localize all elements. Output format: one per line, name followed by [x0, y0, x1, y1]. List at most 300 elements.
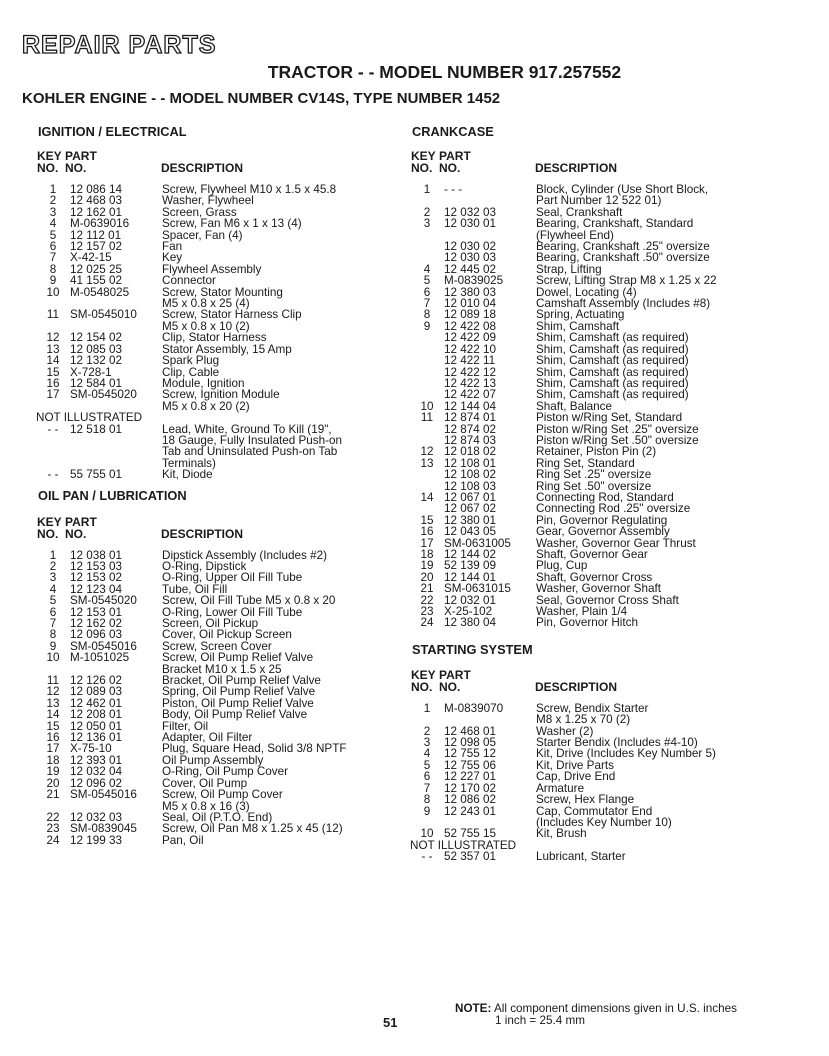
- key-number: 9: [423, 319, 431, 333]
- key-number: 24: [420, 616, 434, 630]
- part-description: Shim, Camshaft (as required): [536, 354, 689, 368]
- part-description: Ring Set .25" oversize: [536, 468, 652, 482]
- part-description: O-Ring, Lower Oil Fill Tube: [162, 605, 303, 619]
- page-header: [0, 0, 829, 106]
- key-number: [416, 424, 438, 435]
- part-description: Armature: [536, 781, 585, 795]
- key-number: 5: [423, 758, 431, 772]
- part-number: 12 126 02: [70, 674, 122, 688]
- part-row: [42, 332, 407, 343]
- key-number: [416, 230, 438, 241]
- parts-list: [42, 550, 407, 847]
- key-number: 10: [46, 651, 60, 665]
- part-description: Screw, Oil Fill Tube M5 x 0.8 x 20: [162, 594, 336, 608]
- key-number: 16: [46, 731, 60, 745]
- part-description: Cover, Oil Pump: [162, 776, 248, 790]
- key-number: 8: [49, 628, 57, 642]
- part-description: Shaft, Governor Cross: [536, 570, 653, 584]
- part-number: SM-0631005: [444, 536, 511, 550]
- tractor-model-heading: TRACTOR - - MODEL NUMBER 917.257552: [267, 62, 622, 82]
- key-number: [416, 367, 438, 378]
- part-number: X-728-1: [70, 365, 112, 379]
- part-number: 55 755 01: [70, 468, 122, 482]
- part-description: Cover, Oil Pickup Screen: [162, 628, 292, 642]
- note-line-2: 1 inch = 25.4 mm: [495, 1014, 585, 1027]
- part-number: SM-0545020: [70, 388, 137, 402]
- part-description: Piston, Oil Pump Relief Valve: [162, 696, 314, 710]
- part-description: Lead, White, Ground To Kill (19",: [162, 422, 332, 436]
- part-description: Washer, Governor Shaft: [536, 582, 661, 596]
- part-row: [42, 709, 407, 720]
- part-number: 12 518 01: [70, 422, 122, 436]
- part-number: [64, 435, 162, 446]
- part-row: [416, 851, 806, 862]
- part-description: Screw, Fan M6 x 1 x 13 (4): [162, 217, 302, 231]
- part-number: 41 155 02: [70, 274, 122, 288]
- key-number: 18: [46, 753, 60, 767]
- key-number: 5: [49, 594, 57, 608]
- key-number: 14: [46, 354, 60, 368]
- part-description: Tube, Oil Fill: [162, 582, 228, 596]
- part-description: O-Ring, Upper Oil Fill Tube: [162, 571, 303, 585]
- part-number: 12 132 02: [70, 354, 122, 368]
- part-description: Tab and Uninsulated Push-on Tab: [162, 445, 338, 459]
- part-row: [42, 446, 407, 457]
- key-number: [42, 435, 64, 446]
- part-row: [416, 469, 806, 480]
- part-description: Oil Pump Assembly: [162, 753, 264, 767]
- part-number: 12 089 18: [444, 308, 496, 322]
- part-row: [416, 526, 806, 537]
- part-description: Screw, Oil Pump Cover: [162, 788, 283, 802]
- part-row: [416, 332, 806, 343]
- part-number: 12 153 02: [70, 571, 122, 585]
- part-description: Spacer, Fan (4): [162, 228, 243, 242]
- part-description: Shim, Camshaft (as required): [536, 342, 689, 356]
- column-header: [411, 150, 806, 174]
- key-number: 12: [420, 445, 434, 459]
- part-number: 52 139 09: [444, 559, 496, 573]
- key-number: 4: [423, 747, 431, 761]
- part-description: (Includes Key Number 10): [536, 815, 672, 829]
- key-number: 7: [423, 297, 431, 311]
- part-number: - - -: [444, 183, 463, 196]
- part-number: 12 144 01: [444, 570, 496, 584]
- part-description: M5 x 0.8 x 10 (2): [162, 319, 250, 333]
- part-description: Clip, Cable: [162, 365, 220, 379]
- part-description: Screw, Hex Flange: [536, 793, 635, 807]
- part-row: [416, 583, 806, 594]
- part-description: Spring, Oil Pump Relief Valve: [162, 685, 316, 699]
- part-number: 12 170 02: [444, 781, 496, 795]
- key-number: 22: [46, 810, 60, 824]
- part-description: Shim, Camshaft (as required): [536, 331, 689, 345]
- description-header: DESCRIPTION: [535, 161, 618, 175]
- part-description: Bearing, Crankshaft .50" oversize: [536, 251, 710, 265]
- part-description: Dipstick Assembly (Includes #2): [162, 548, 327, 562]
- key-number: 2: [423, 205, 431, 219]
- not-illustrated-label: NOT ILLUSTRATED: [36, 411, 143, 425]
- part-description: Kit, Drive Parts: [536, 758, 614, 772]
- key-number: 17: [420, 536, 434, 550]
- part-description: Piston w/Ring Set .50" oversize: [536, 433, 699, 447]
- key-number: 2: [49, 559, 57, 573]
- key-number: 5: [423, 274, 431, 288]
- part-description: Kit, Diode: [162, 468, 213, 482]
- part-description: Module, Ignition: [162, 376, 245, 390]
- part-row: [416, 828, 806, 839]
- parts-list: [416, 184, 806, 629]
- part-description: Retainer, Piston Pin (2): [536, 445, 657, 459]
- part-description: Screw, Flywheel M10 x 1.5 x 45.8: [162, 183, 337, 196]
- key-number: 6: [49, 605, 57, 619]
- part-description: M5 x 0.8 x 25 (4): [162, 297, 250, 311]
- part-number: X-75-10: [70, 742, 112, 756]
- part-description: Screw, Bendix Starter: [536, 701, 649, 715]
- part-number: SM-0545020: [70, 594, 137, 608]
- part-description: Connecting Rod .25" oversize: [536, 502, 691, 516]
- part-number: 12 874 03: [444, 433, 496, 447]
- part-number: 12 136 01: [70, 731, 122, 745]
- oil-pan-section: [37, 487, 407, 847]
- part-description: Clip, Stator Harness: [162, 331, 267, 345]
- part-description: Screw, Screen Cover: [162, 639, 272, 653]
- part-description: Seal, Oil (P.T.O. End): [162, 810, 273, 824]
- part-number: 12 112 01: [70, 228, 122, 242]
- section-title: STARTING SYSTEM: [412, 641, 533, 657]
- description-header: DESCRIPTION: [535, 679, 618, 694]
- part-number: 12 153 03: [70, 559, 122, 573]
- part-description: Seal, Governor Cross Shaft: [536, 593, 679, 607]
- part-number: SM-0545016: [70, 788, 137, 802]
- part-description: Screw, Oil Pump Relief Valve: [162, 651, 314, 665]
- part-description: Adapter, Oil Filter: [162, 731, 253, 745]
- key-number: 17: [46, 388, 60, 402]
- part-row: [42, 218, 407, 229]
- key-number: 7: [423, 781, 431, 795]
- part-description: Camshaft Assembly (Includes #8): [536, 297, 711, 311]
- part-row: [42, 652, 407, 663]
- key-number: 8: [423, 793, 431, 807]
- part-number: 12 108 03: [444, 479, 496, 493]
- key-number: 23: [46, 822, 60, 836]
- part-row: [42, 355, 407, 366]
- part-description: Washer (2): [536, 724, 594, 738]
- key-number: 1: [423, 183, 431, 196]
- description-header: DESCRIPTION: [161, 526, 244, 541]
- part-header: PART NO.: [439, 667, 471, 694]
- part-row: [416, 714, 806, 725]
- part-number: SM-0545016: [70, 639, 137, 653]
- part-number: 12 144 04: [444, 399, 496, 413]
- page-title: REPAIR PARTS: [22, 31, 217, 59]
- part-number: 12 462 01: [70, 696, 122, 710]
- part-number: 12 162 02: [70, 617, 122, 630]
- part-description: Starter Bendix (Includes #4-10): [536, 736, 698, 750]
- part-number: 12 393 01: [70, 753, 122, 767]
- key-number: 1: [49, 548, 57, 562]
- part-number: [438, 714, 536, 725]
- key-number: 9: [49, 639, 57, 653]
- key-number: 22: [420, 593, 434, 607]
- key-number: 13: [46, 342, 60, 356]
- part-number: 12 199 33: [70, 833, 122, 847]
- key-number: [416, 714, 438, 725]
- part-description: Lubricant, Starter: [536, 850, 626, 864]
- part-description: Kit, Drive (Includes Key Number 5): [536, 747, 716, 761]
- part-description: Screw, Lifting Strap M8 x 1.25 x 22: [536, 274, 717, 288]
- part-number: 12 038 01: [70, 548, 122, 562]
- key-number: 16: [420, 525, 434, 539]
- key-number: 10: [420, 399, 434, 413]
- part-description: Screw, Stator Harness Clip: [162, 308, 302, 322]
- left-column: [36, 124, 407, 847]
- part-number: 12 096 02: [70, 776, 122, 790]
- section-title: CRANKCASE: [412, 124, 494, 139]
- key-number: 7: [49, 251, 57, 265]
- part-number: 12 445 02: [444, 262, 496, 276]
- part-number: 12 153 01: [70, 605, 122, 619]
- part-description: Piston w/Ring Set .25" oversize: [536, 422, 699, 436]
- key-number: [416, 378, 438, 389]
- part-row: [416, 617, 806, 628]
- engine-model-heading: KOHLER ENGINE - - MODEL NUMBER CV14S, TYPE NUMBER 1452: [22, 90, 501, 107]
- part-number: 12 422 11: [444, 354, 496, 368]
- part-number: 12 098 05: [444, 736, 496, 750]
- part-number: 12 043 05: [444, 525, 496, 539]
- part-description: O-Ring, Oil Pump Cover: [162, 765, 289, 779]
- key-number: - -: [47, 468, 59, 482]
- part-description: (Flywheel End): [536, 228, 614, 242]
- part-description: Connecting Rod, Standard: [536, 490, 674, 504]
- part-row: [416, 389, 806, 400]
- part-row: [416, 355, 806, 366]
- key-number: 12: [46, 331, 60, 345]
- part-description: Screen, Oil Pickup: [162, 617, 259, 630]
- key-number: 14: [46, 708, 60, 722]
- part-description: Shim, Camshaft (as required): [536, 365, 689, 379]
- key-number: 18: [420, 548, 434, 561]
- part-number: 12 755 06: [444, 758, 496, 772]
- parts-list-not-illustrated: [42, 424, 407, 481]
- part-row: [42, 766, 407, 777]
- key-number: 11: [46, 308, 60, 322]
- part-number: SM-0839045: [70, 822, 137, 836]
- part-row: [42, 389, 407, 400]
- part-description: Screw, Stator Mounting: [162, 285, 283, 299]
- part-number: X-42-15: [70, 251, 112, 265]
- key-header: KEY NO.: [37, 149, 62, 175]
- part-header: PART NO.: [65, 514, 97, 541]
- part-row: [42, 789, 407, 800]
- part-number: 12 108 02: [444, 468, 496, 482]
- part-row: [416, 412, 806, 423]
- key-number: 9: [423, 804, 431, 818]
- part-number: [64, 446, 162, 457]
- part-description: Cap, Drive End: [536, 770, 616, 784]
- note-label: NOTE:: [455, 1002, 492, 1015]
- key-number: 3: [49, 205, 57, 219]
- not-illustrated-label: NOT ILLUSTRATED: [410, 838, 517, 852]
- part-number: 12 086 02: [444, 793, 496, 807]
- column-header: [37, 516, 407, 540]
- part-row: [416, 218, 806, 229]
- part-description: Spring, Actuating: [536, 308, 625, 322]
- key-number: - -: [421, 850, 433, 864]
- key-number: 11: [46, 674, 60, 688]
- key-number: 9: [49, 274, 57, 288]
- note-line-1: All component dimensions given in U.S. inches: [493, 1002, 737, 1015]
- key-number: 7: [49, 617, 57, 630]
- key-number: 10: [420, 827, 434, 841]
- part-number: M-0839070: [444, 701, 504, 715]
- part-number: 12 108 01: [444, 456, 496, 470]
- part-row: [416, 794, 806, 805]
- section-title: OIL PAN / LUBRICATION: [38, 487, 187, 503]
- part-number: 12 422 13: [444, 376, 496, 390]
- crankcase-section: [411, 124, 806, 630]
- part-number: 12 086 14: [70, 183, 122, 196]
- key-number: 24: [46, 833, 60, 847]
- part-description: Pin, Governor Regulating: [536, 513, 668, 527]
- key-number: 13: [420, 456, 434, 470]
- part-description: Seal, Crankshaft: [536, 205, 623, 219]
- part-description: Cap, Commutator End: [536, 804, 653, 818]
- key-number: 4: [49, 217, 57, 231]
- key-number: 19: [46, 765, 60, 779]
- part-header: PART NO.: [439, 149, 471, 175]
- key-number: 1: [49, 183, 57, 196]
- part-description: Bearing, Crankshaft, Standard: [536, 217, 694, 231]
- part-number: 12 208 01: [70, 708, 122, 722]
- page-number: 51: [383, 1015, 398, 1030]
- part-number: 12 874 01: [444, 411, 496, 425]
- column-header: [411, 669, 806, 693]
- part-number: 12 050 01: [70, 719, 122, 733]
- part-number: 12 162 01: [70, 205, 122, 219]
- part-number: 12 067 01: [444, 490, 496, 504]
- part-number: SM-0631015: [444, 582, 511, 596]
- key-number: 12: [46, 685, 60, 699]
- part-description: Bracket, Oil Pump Relief Valve: [162, 674, 321, 688]
- part-number: 12 380 01: [444, 513, 496, 527]
- part-row: [42, 275, 407, 286]
- part-number: SM-0545010: [70, 308, 137, 322]
- key-number: 4: [49, 582, 57, 596]
- key-number: 21: [46, 788, 60, 802]
- ignition-section: [36, 124, 407, 482]
- part-description: M8 x 1.25 x 70 (2): [536, 713, 631, 727]
- part-description: Flywheel Assembly: [162, 262, 262, 276]
- part-description: Key: [162, 251, 183, 265]
- key-header: KEY NO.: [411, 667, 436, 694]
- key-number: 17: [46, 742, 60, 756]
- key-number: 1: [423, 701, 431, 715]
- key-number: - -: [47, 422, 59, 436]
- part-description: Pan, Oil: [162, 833, 204, 847]
- part-description: Shaft, Governor Gear: [536, 548, 648, 561]
- part-description: Screw, Ignition Module: [162, 388, 280, 402]
- part-description: O-Ring, Dipstick: [162, 559, 247, 573]
- part-number: 12 030 02: [444, 240, 496, 254]
- parts-list: [42, 184, 407, 412]
- key-number: 6: [423, 285, 431, 299]
- key-number: 15: [46, 365, 60, 379]
- key-number: 2: [49, 194, 57, 208]
- part-number: 12 144 02: [444, 548, 496, 561]
- part-number: 12 030 01: [444, 217, 496, 231]
- part-description: Part Number 12 522 01): [536, 194, 662, 208]
- part-description: M5 x 0.8 x 16 (3): [162, 799, 250, 813]
- part-description: Shim, Camshaft (as required): [536, 376, 689, 390]
- part-number: 12 018 02: [444, 445, 496, 459]
- key-number: [42, 446, 64, 457]
- part-description: Washer, Flywheel: [162, 194, 254, 208]
- part-number: 52 755 15: [444, 827, 496, 841]
- part-number: 12 096 03: [70, 628, 122, 642]
- part-number: 12 584 01: [70, 376, 122, 390]
- part-description: Washer, Plain 1/4: [536, 605, 628, 619]
- part-number: 12 422 07: [444, 388, 496, 402]
- part-description: Screw, Oil Pan M8 x 1.25 x 45 (12): [162, 822, 343, 836]
- part-description: Bearing, Crankshaft .25" oversize: [536, 240, 710, 254]
- part-number: 12 227 01: [444, 770, 496, 784]
- part-number: 12 422 08: [444, 319, 496, 333]
- key-number: 3: [49, 571, 57, 585]
- part-number: 12 025 25: [70, 262, 122, 276]
- part-number: 12 032 01: [444, 593, 496, 607]
- part-description: Shim, Camshaft (as required): [536, 388, 689, 402]
- part-description: Ring Set, Standard: [536, 456, 635, 470]
- part-number: M-0839025: [444, 274, 504, 288]
- part-number: 12 032 04: [70, 765, 122, 779]
- part-number: 12 123 04: [70, 582, 122, 596]
- key-number: 20: [46, 776, 60, 790]
- part-number: 12 422 09: [444, 331, 496, 345]
- part-description: Pin, Governor Hitch: [536, 616, 638, 630]
- parts-list: [416, 703, 806, 840]
- part-number: 52 357 01: [444, 850, 496, 864]
- part-description: Terminals): [162, 456, 216, 470]
- part-row: [416, 771, 806, 782]
- starting-system-section: [410, 641, 806, 864]
- parts-list-not-illustrated: [416, 851, 806, 862]
- key-header: KEY NO.: [411, 149, 436, 175]
- part-description: Block, Cylinder (Use Short Block,: [536, 183, 709, 196]
- part-number: 12 067 02: [444, 502, 496, 516]
- part-number: 12 380 04: [444, 616, 496, 630]
- part-number: X-25-102: [444, 605, 493, 619]
- part-description: Shim, Camshaft: [536, 319, 620, 333]
- part-description: Fan: [162, 240, 183, 254]
- key-number: 6: [49, 240, 57, 254]
- part-number: 12 032 03: [70, 810, 122, 824]
- part-number: 12 157 02: [70, 240, 122, 254]
- key-number: 23: [420, 605, 434, 619]
- part-description: Ring Set .50" oversize: [536, 479, 652, 493]
- right-column: [410, 124, 806, 864]
- key-number: 14: [420, 490, 434, 504]
- key-header: KEY NO.: [37, 514, 62, 541]
- part-description: Body, Oil Pump Relief Valve: [162, 708, 308, 722]
- part-description: Connector: [162, 274, 216, 288]
- key-number: 8: [49, 262, 57, 276]
- part-number: 12 243 01: [444, 804, 496, 818]
- part-number: 12 380 03: [444, 285, 496, 299]
- part-number: 12 422 12: [444, 365, 496, 379]
- key-number: 19: [420, 559, 434, 573]
- description-header: DESCRIPTION: [161, 161, 244, 175]
